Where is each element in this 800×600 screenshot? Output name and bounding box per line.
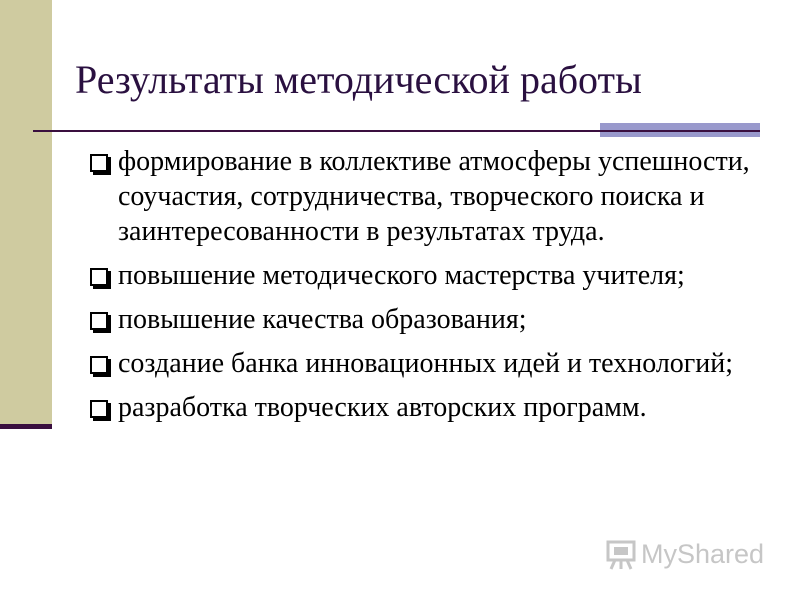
bullet-item [90,390,770,425]
hollow-square-bullet-icon [90,154,108,172]
hollow-square-bullet-icon [90,400,108,418]
left-accent-tick [0,424,52,429]
bullet-text: формирование в коллективе атмосферы успешности, соучастия, сотрудничества, творческого поиска и заинтересованности в результатах труда. [118,146,750,247]
bullet-item [90,258,770,293]
bullet-text: повышение методического мастерства учителя; [118,260,685,291]
bullet-item [90,346,770,381]
bullet-text: повышение качества образования; [118,304,527,335]
hollow-square-bullet-icon [90,268,108,286]
bullet-list [90,144,770,434]
bullet-text: разработка творческих авторских программ. [118,392,647,423]
watermark-text: MyShared [641,538,765,569]
left-accent-bar [0,0,52,426]
hollow-square-bullet-icon [90,312,108,330]
hollow-square-bullet-icon [90,356,108,374]
title-underline-accent [600,123,760,137]
bullet-item [90,302,770,337]
slide-title: Результаты методической работы [75,57,642,102]
presentation-board-icon [605,538,637,570]
watermark-logo [605,537,764,571]
bullet-item [90,144,770,249]
bullet-text: создание банка инновационных идей и технологий; [118,348,734,379]
